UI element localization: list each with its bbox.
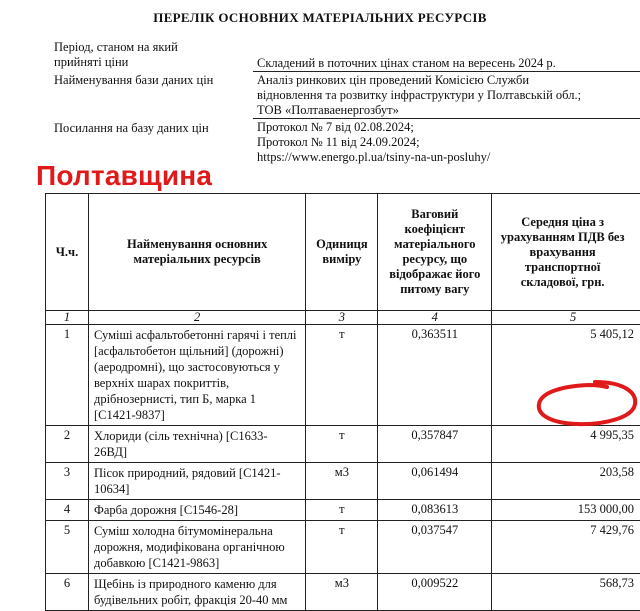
row-num: 3 [46, 463, 89, 500]
period-value: Складений в поточних цінах станом на вересень 2024 р. [257, 56, 556, 71]
col-number: 4 [378, 311, 492, 325]
row-price: 7 429,76 [492, 521, 640, 574]
region-label: Полтавщина [36, 160, 212, 192]
col-number: 2 [88, 311, 305, 325]
table-header-row [46, 194, 640, 311]
row-price: 4 995,35 [492, 426, 640, 463]
row-name: Хлориди (сіль технічна) [С1633-26ВД] [88, 426, 305, 463]
db-underline [253, 118, 640, 119]
row-weight: 0,083613 [378, 500, 492, 521]
table-row [46, 463, 640, 500]
table-row [46, 521, 640, 574]
table-row [46, 426, 640, 463]
db-value-line2: відновлення та розвитку інфраструктури у Полтавській обл.; [257, 88, 581, 103]
table-row [46, 500, 640, 521]
row-unit: м3 [306, 574, 378, 611]
period-label-line1: Період, станом на який [54, 40, 178, 55]
row-num: 2 [46, 426, 89, 463]
row-weight: 0,009522 [378, 574, 492, 611]
row-num: 4 [46, 500, 89, 521]
row-name: Пісок природний, рядовий [С1421-10634] [88, 463, 305, 500]
row-weight: 0,061494 [378, 463, 492, 500]
row-name: Суміші асфальтобетонні гарячі і теплі [асфальтобетон щільний] (дорожні) (аеродромні), що застосовуються у верхніх шарах покриттів, дрібнозернисті, тип Б, марка 1 [С1421-9837] [88, 325, 305, 426]
col-number: 3 [306, 311, 378, 325]
table-row [46, 574, 640, 611]
ref-value-line1: Протокол № 7 від 02.08.2024; [257, 120, 414, 135]
col-number: 5 [492, 311, 640, 325]
period-label-line2: прийняті ціни [54, 55, 128, 70]
header-unit: Одиниця виміру [306, 194, 378, 311]
header-price: Середня ціна з урахуванням ПДВ без врахування транспортної складової, грн. [492, 194, 640, 311]
period-underline [253, 71, 640, 72]
row-price: 568,73 [492, 574, 640, 611]
materials-table [45, 193, 640, 611]
row-name: Щебінь із природного каменю для будівельних робіт, фракція 20-40 мм [88, 574, 305, 611]
row-unit: т [306, 426, 378, 463]
row-name: Фарба дорожня [С1546-28] [88, 500, 305, 521]
header-num: Ч.ч. [46, 194, 89, 311]
db-value-line3: ТОВ «Полтаваенергозбут» [257, 103, 399, 118]
header-weight: Ваговий коефіцієнт матеріального ресурсу, що відображає його питому вагу [378, 194, 492, 311]
row-unit: т [306, 521, 378, 574]
ref-value-line2: Протокол № 11 від 24.09.2024; [257, 135, 420, 150]
column-number-row [46, 311, 640, 325]
row-weight: 0,363511 [378, 325, 492, 426]
ref-value-line3: https://www.energo.pl.ua/tsiny-na-un-posluhy/ [257, 150, 490, 165]
row-weight: 0,357847 [378, 426, 492, 463]
db-value-line1: Аналіз ринкових цін проведений Комісією Служби [257, 73, 529, 88]
row-unit: т [306, 500, 378, 521]
row-price: 153 000,00 [492, 500, 640, 521]
row-unit: м3 [306, 463, 378, 500]
row-num: 6 [46, 574, 89, 611]
ref-label: Посилання на базу даних цін [54, 121, 209, 136]
row-num: 1 [46, 325, 89, 426]
row-name: Суміш холодна бітумомінеральна дорожня, модифікована органічною добавкою [С1421-9863] [88, 521, 305, 574]
row-price: 5 405,12 [492, 325, 640, 426]
document-title: ПЕРЕЛІК ОСНОВНИХ МАТЕРІАЛЬНИХ РЕСУРСІВ [0, 10, 640, 26]
db-label: Найменування бази даних цін [54, 73, 213, 88]
row-price: 203,58 [492, 463, 640, 500]
row-unit: т [306, 325, 378, 426]
row-num: 5 [46, 521, 89, 574]
header-name: Найменування основних матеріальних ресурсів [88, 194, 305, 311]
row-weight: 0,037547 [378, 521, 492, 574]
col-number: 1 [46, 311, 89, 325]
table-row [46, 325, 640, 426]
